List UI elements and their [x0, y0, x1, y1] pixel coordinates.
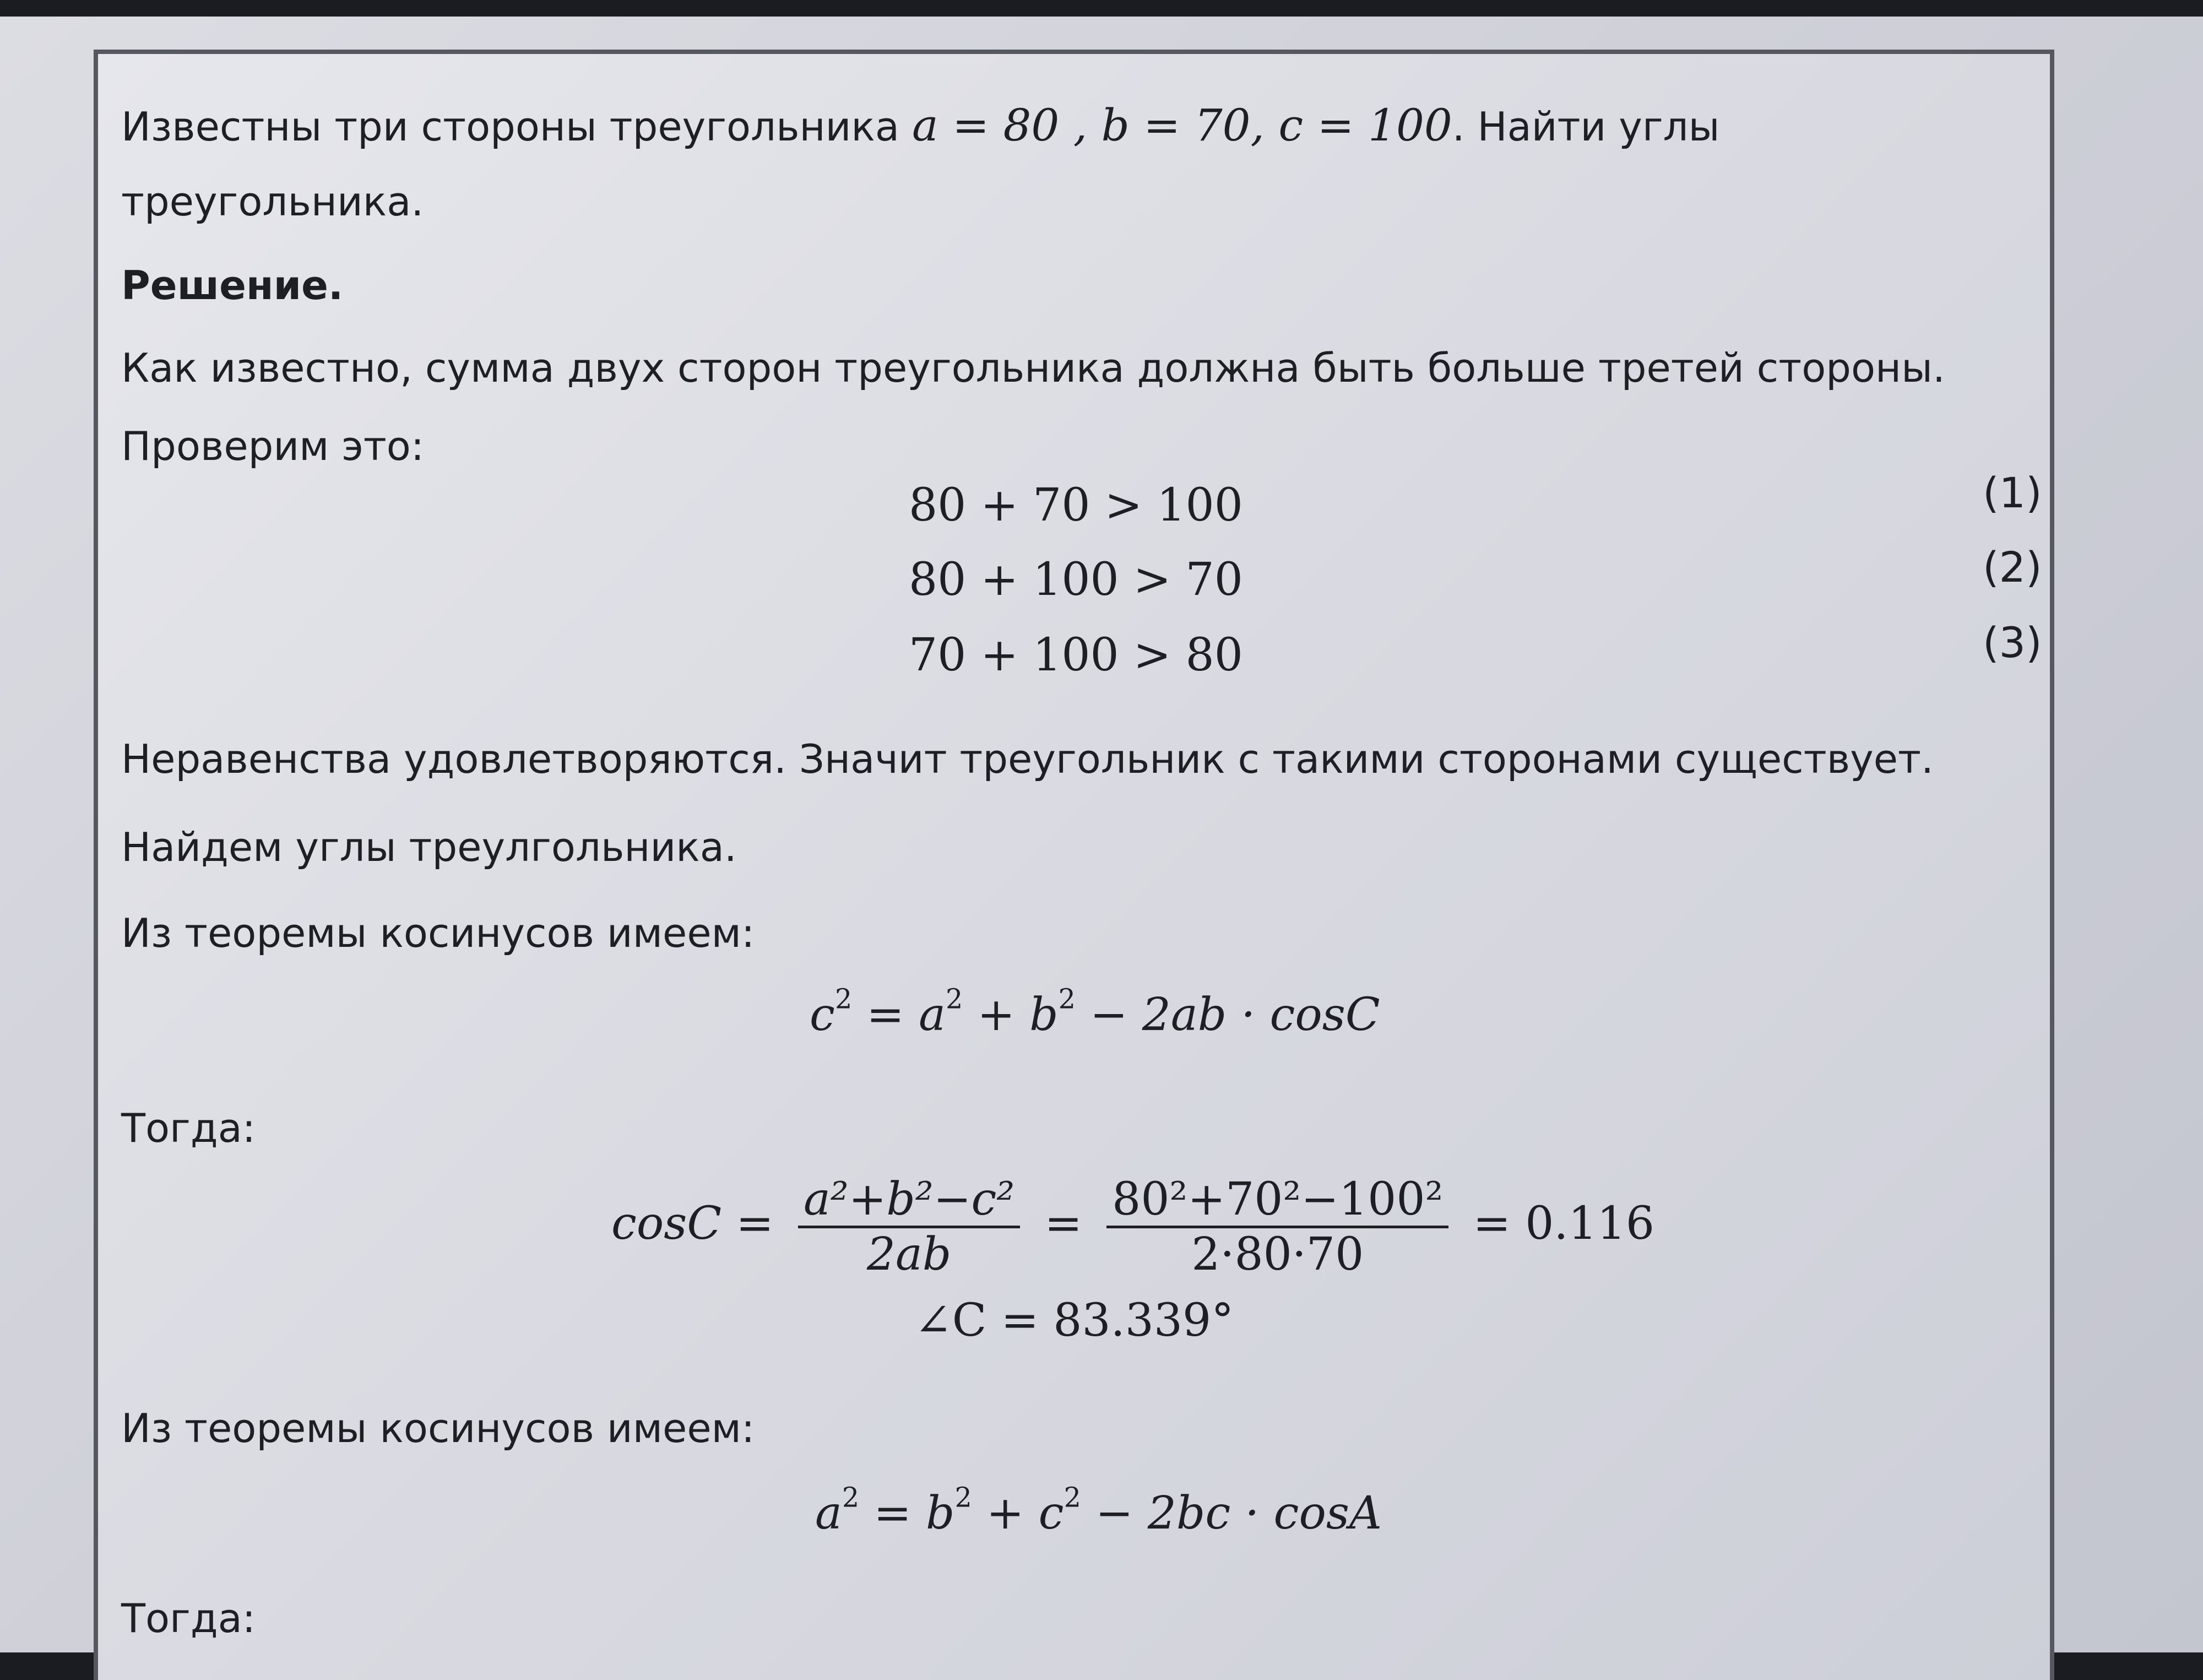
find-angles-text: Найдем углы треулгольника.: [121, 824, 737, 870]
cos-c-lhs: cosC: [611, 1197, 722, 1250]
inequality-2: 80 + 100 > 70: [909, 554, 1243, 606]
inequality-3: 70 + 100 > 80: [909, 629, 1243, 681]
cosine-theorem-formula-c: $c^2 = a^2 + b^2 - 2ab \cdot \cos C$: [810, 983, 1380, 1041]
problem-statement: [121, 88, 1720, 164]
problem-prefix: Известны три стороны треугольника: [121, 104, 900, 150]
problem-line2: треугольника.: [121, 178, 424, 225]
equation-number-2: (2): [1983, 543, 2042, 592]
inequality-1: 80 + 70 > 100: [909, 479, 1243, 532]
screen: [0, 17, 2203, 1652]
cos-c-formula: cosC = $\frac{\text{a²+b²−c²}}{2ab}$ = $\frac{\text{80²+70²−100²}}{2\cdot 80\cdot 70}$ = 0.116: [611, 1173, 1654, 1281]
cosine-theorem-label-1: Из теоремы косинусов имеем:: [121, 910, 755, 956]
fraction-symbolic: $\frac{\text{a²+b²−c²}}{2ab}$: [798, 1173, 1020, 1281]
cosine-theorem-label-2: Из теоремы косинусов имеем:: [121, 1405, 755, 1451]
cos-c-result: = 0.116: [1473, 1197, 1654, 1250]
cosine-theorem-formula-a: $a^2 = b^2 + c^2 - 2bc \cdot \cos A$: [815, 1481, 1382, 1540]
equation-number-1: (1): [1983, 468, 2042, 517]
equation-number-3: (3): [1983, 618, 2042, 667]
problem-suffix: . Найти углы: [1452, 104, 1720, 150]
then-label-2: Тогда:: [121, 1595, 256, 1641]
fraction-numeric: $\frac{\text{80²+70²−100²}}{2\cdot 80\cdot 70}$: [1106, 1173, 1448, 1281]
angle-c-value: ∠C = 83.339°: [914, 1294, 1234, 1347]
solution-heading: Решение.: [121, 262, 344, 308]
conclusion-text: Неравенства удовлетворяются. Значит треугольник с такими сторонами существует.: [121, 736, 1934, 782]
intro-line1: Как известно, сумма двух сторон треугольника должна быть больше третей стороны.: [121, 345, 1945, 391]
then-label-1: Тогда:: [121, 1105, 256, 1151]
given-sides: a = 80 , b = 70, c = 100: [911, 100, 1452, 151]
intro-line2: Проверим это:: [121, 423, 425, 469]
